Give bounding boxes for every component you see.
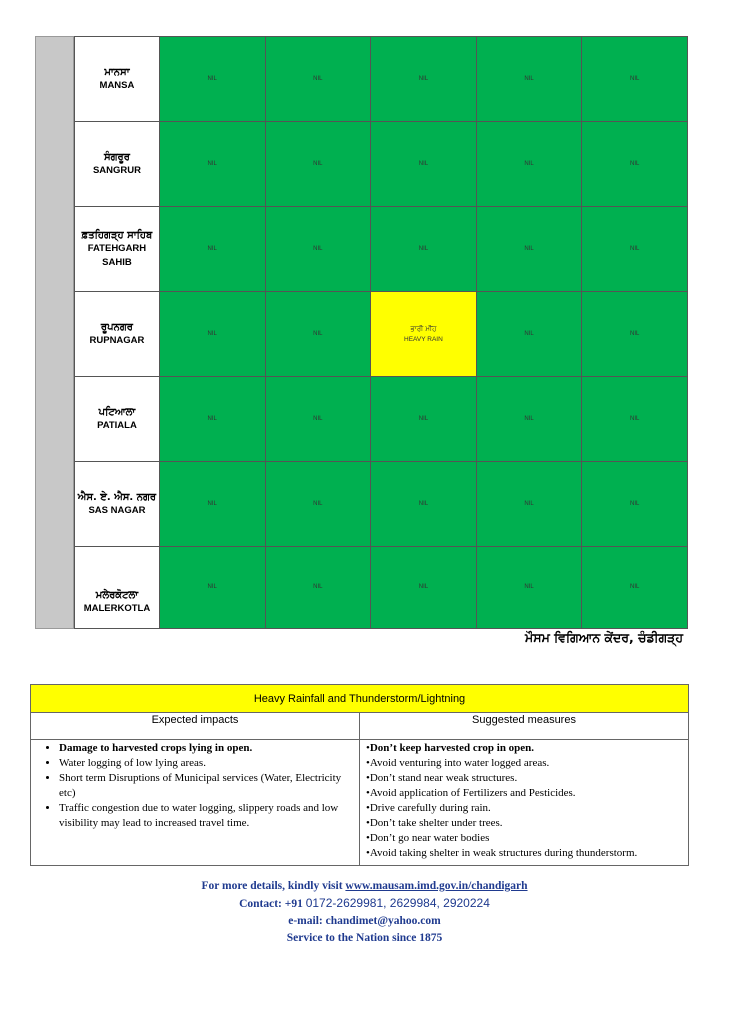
footer-details: For more details, kindly visit www.mausam.imd.gov.in/chandigarh [201, 880, 528, 892]
warning-text: NIL [630, 416, 640, 422]
warning-cell [476, 462, 582, 547]
imd-signature: ਮੌਸਮ ਵਿਗਿਆਨ ਕੇਂਦਰ, ਚੰਡੀਗੜ੍ਹ [525, 630, 683, 645]
warning-cell [159, 122, 265, 207]
warning-text: NIL [524, 246, 534, 252]
warning-text: NIL [313, 331, 323, 337]
warning-cell [476, 37, 582, 122]
district-name-cell [75, 207, 160, 292]
district-name-punjabi: ਪਟਿਆਲਾ [98, 406, 136, 418]
warning-cell [582, 207, 688, 292]
warning-cell [265, 547, 371, 629]
warning-text: NIL [524, 76, 534, 82]
warning-text-english: HEAVY RAIN [404, 335, 443, 343]
warning-text: NIL [630, 161, 640, 167]
warning-cell [582, 292, 688, 377]
district-row [75, 37, 688, 122]
measure-item: • Avoid taking shelter in weak structures during thunderstorm. [366, 846, 682, 861]
warning-text: NIL [313, 501, 323, 507]
expected-impacts-list [31, 740, 360, 866]
district-name-english: SANGRUR [92, 164, 141, 176]
district-row [75, 377, 688, 462]
contact-numbers: 0172-2629981, 2629984, 2920224 [305, 896, 490, 910]
warning-text: NIL [418, 246, 429, 252]
measure-item: • Don’t keep harvested crop in open. [366, 741, 682, 756]
district-name-english: MALERKOTLA [83, 603, 151, 614]
district-name-cell [75, 37, 160, 122]
warning-cell [476, 122, 582, 207]
district-name-cell [75, 292, 160, 377]
district-name-english: SAS NAGAR [88, 504, 146, 516]
impacts-title: Heavy Rainfall and Thunderstorm/Lightning [31, 685, 689, 713]
warning-cell [159, 462, 265, 547]
warning-text: NIL [524, 331, 534, 337]
warning-cell [265, 122, 371, 207]
district-name-cell [75, 547, 160, 629]
measure-item: • Don’t stand near weak structures. [366, 771, 682, 786]
warning-text: NIL [207, 584, 217, 590]
footer-contact: Contact: +91 0172-2629981, 2629984, 2920224 [239, 896, 490, 910]
warning-text: NIL [418, 584, 429, 590]
warning-text: NIL [418, 161, 429, 167]
warning-text: NIL [418, 501, 429, 507]
warning-text: NIL [313, 161, 323, 167]
warning-text: NIL [207, 161, 217, 167]
warning-cell [159, 292, 265, 377]
measure-item: • Avoid venturing into water logged areas. [366, 756, 682, 771]
warning-text: NIL [630, 501, 640, 507]
warning-text: NIL [313, 246, 323, 252]
warning-text: NIL [207, 76, 217, 82]
warning-text: NIL [207, 331, 217, 337]
grid-left-margin [35, 36, 74, 629]
warning-cell [476, 292, 582, 377]
warning-text: NIL [630, 331, 640, 337]
warning-text: NIL [207, 501, 217, 507]
suggested-measures-list [360, 740, 689, 866]
warning-cell [371, 377, 477, 462]
warning-cell [582, 122, 688, 207]
district-name-punjabi: ਮਾਨਸਾ [104, 66, 130, 78]
warning-cell [476, 207, 582, 292]
warning-text: NIL [524, 161, 534, 167]
warning-cell [265, 207, 371, 292]
impact-item: • Traffic congestion due to water logging, slippery roads and low visibility may lead to increased travel time. [59, 801, 353, 831]
warning-grid [35, 36, 688, 629]
footer-service: Service to the Nation since 1875 [286, 932, 443, 944]
warning-cell [159, 37, 265, 122]
warning-cell [371, 207, 477, 292]
warning-cell [159, 207, 265, 292]
warning-cell [582, 37, 688, 122]
warning-text: NIL [524, 584, 534, 590]
warning-cell [265, 377, 371, 462]
warning-cell [371, 292, 477, 377]
warning-text: NIL [418, 416, 429, 422]
warning-cell [476, 377, 582, 462]
warning-cell [476, 547, 582, 629]
measure-item: • Avoid application of Fertilizers and Pesticides. [366, 786, 682, 801]
warning-text: NIL [418, 76, 429, 82]
warning-text: NIL [313, 416, 323, 422]
warning-cell [371, 122, 477, 207]
district-row [75, 122, 688, 207]
district-row [75, 462, 688, 547]
district-name-punjabi: ਰੂਪਨਗਰ [100, 321, 133, 333]
warning-text: NIL [630, 246, 640, 252]
warning-cell [265, 292, 371, 377]
district-row [75, 292, 688, 377]
warning-cell [265, 37, 371, 122]
district-name-cell [75, 377, 160, 462]
district-name-english: FATEHGARH SAHIB [87, 242, 147, 268]
warning-cell [371, 37, 477, 122]
district-name-punjabi: ਫ਼ਤਹਿਗੜ੍ਹ ਸਾਹਿਬ [81, 229, 153, 241]
impacts-table [30, 684, 689, 866]
suggested-measures-header: Suggested measures [360, 713, 689, 740]
measure-item: • Drive carefully during rain. [366, 801, 682, 816]
district-warning-table [74, 36, 688, 629]
warning-text: NIL [630, 584, 640, 590]
impact-item: • Short term Disruptions of Municipal services (Water, Electricity etc) [59, 771, 353, 801]
warning-text: NIL [207, 416, 217, 422]
warning-text: NIL [630, 76, 640, 82]
warning-cell [265, 462, 371, 547]
district-name-punjabi: ਮਲੇਰਕੋਟਲਾ [95, 590, 139, 601]
impact-item: • Damage to harvested crops lying in open. [59, 741, 353, 756]
district-name-cell [75, 462, 160, 547]
district-name-punjabi: ਸੰਗਰੂਰ [103, 151, 130, 163]
warning-text: NIL [524, 416, 534, 422]
warning-text: NIL [313, 76, 323, 82]
measure-item: • Don’t go near water bodies [366, 831, 682, 846]
warning-cell [159, 377, 265, 462]
warning-cell [582, 377, 688, 462]
warning-cell [582, 462, 688, 547]
warning-text: NIL [313, 584, 323, 590]
warning-text-punjabi: ਭਾਰੀ ਮੀਂਹ [410, 324, 437, 333]
warning-cell [582, 547, 688, 629]
warning-cell [159, 547, 265, 629]
warning-cell [371, 462, 477, 547]
district-name-english: MANSA [99, 79, 135, 91]
district-name-cell [75, 122, 160, 207]
district-row [75, 207, 688, 292]
district-name-punjabi: ਐਸ. ਏ. ਐਸ. ਨਗਰ [77, 491, 157, 503]
footer [0, 878, 729, 947]
warning-text: NIL [207, 246, 217, 252]
district-name-english: PATIALA [97, 419, 137, 431]
warning-text: NIL [524, 501, 534, 507]
measure-item: • Don’t take shelter under trees. [366, 816, 682, 831]
expected-impacts-header: Expected impacts [31, 713, 360, 740]
impact-item: • Water logging of low lying areas. [59, 756, 353, 771]
footer-email: e-mail: chandimet@yahoo.com [288, 915, 441, 927]
district-name-english: RUPNAGAR [89, 334, 145, 346]
details-link[interactable]: www.mausam.imd.gov.in/chandigarh [345, 880, 528, 892]
district-row [75, 547, 688, 629]
warning-cell [371, 547, 477, 629]
